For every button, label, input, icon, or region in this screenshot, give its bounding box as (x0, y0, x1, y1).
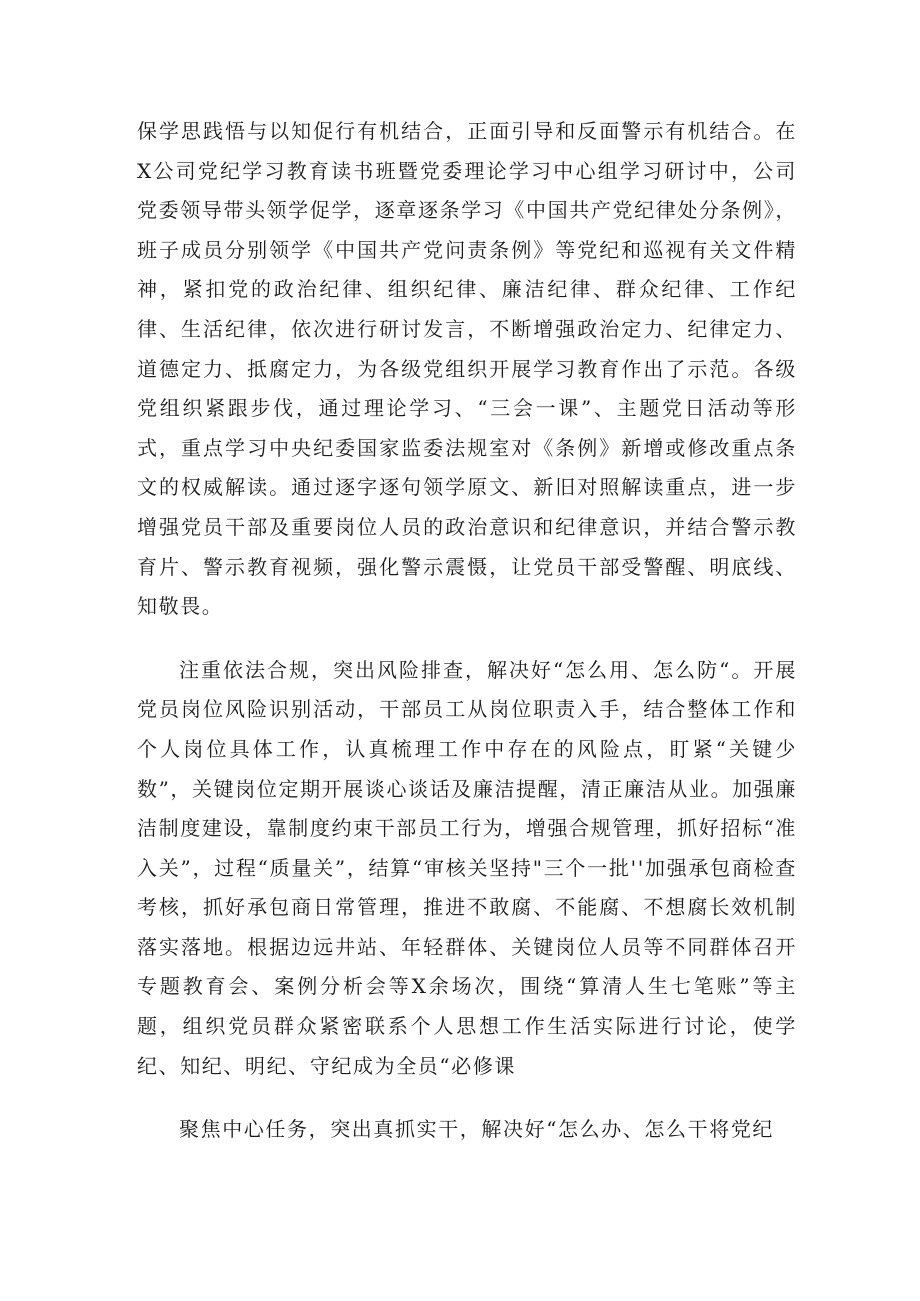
paragraph-compliance: 注重依法合规，突出风险排查，解决好“怎么用、怎么防“。开展党员岗位风险识别活动，干部员工从岗位职责入手，结合整体工作和个人岗位具体工作，认真梳理工作中存在的风险点，盯紧“关键少数”，关键岗位定期开展谈心谈话及廉洁提醒，清正廉洁从业。加强廉洁制度建设，靠制度约束干部员工行为，增强合规管理，抓好招标“准入关”，过程“质量关”，结算“审核关坚持"三个一批''加强承包商检查考核，抓好承包商日常管理，推进不敢腐、不能腐、不想腐长效机制落实落地。根据边远井站、年轻群体、关键岗位人员等不同群体召开专题教育会、案例分析会等X余场次，围绕“算清人生七笔账”等主题，组织党员群众紧密联系个人思想工作生活实际进行讨论，使学纪、知纪、明纪、守纪成为全员“必修课 (137, 657, 797, 1078)
document-body (137, 112, 797, 1150)
paragraph-continuation: 保学思践悟与以知促行有机结合，正面引导和反面警示有机结合。在X公司党纪学习教育读书班暨党委理论学习中心组学习研讨中，公司党委领导带头领学促学，逐章逐条学习《中国共产党纪律处分条例》，班子成员分别领学《中国共产党问责条例》等党纪和巡视有关文件精神，紧扣党的政治纪律、组织纪律、廉洁纪律、群众纪律、工作纪律、生活纪律，依次进行研讨发言，不断增强政治定力、纪律定力、道德定力、抵腐定力，为各级党组织开展学习教育作出了示范。各级党组织紧跟步伐，通过理论学习、“三会一课”、主题党日活动等形式，重点学习中央纪委国家监委法规室对《条例》新增或修改重点条文的权威解读。通过逐字逐句领学原文、新旧对照解读重点，进一步增强党员干部及重要岗位人员的政治意识和纪律意识，并结合警示教育片、警示教育视频，强化警示震慑，让党员干部受警醒、明底线、知敬畏。 (137, 119, 797, 619)
paragraph-central-task: 聚焦中心任务，突出真抓实干，解决好“怎么办、怎么干将党纪 (179, 1117, 775, 1142)
